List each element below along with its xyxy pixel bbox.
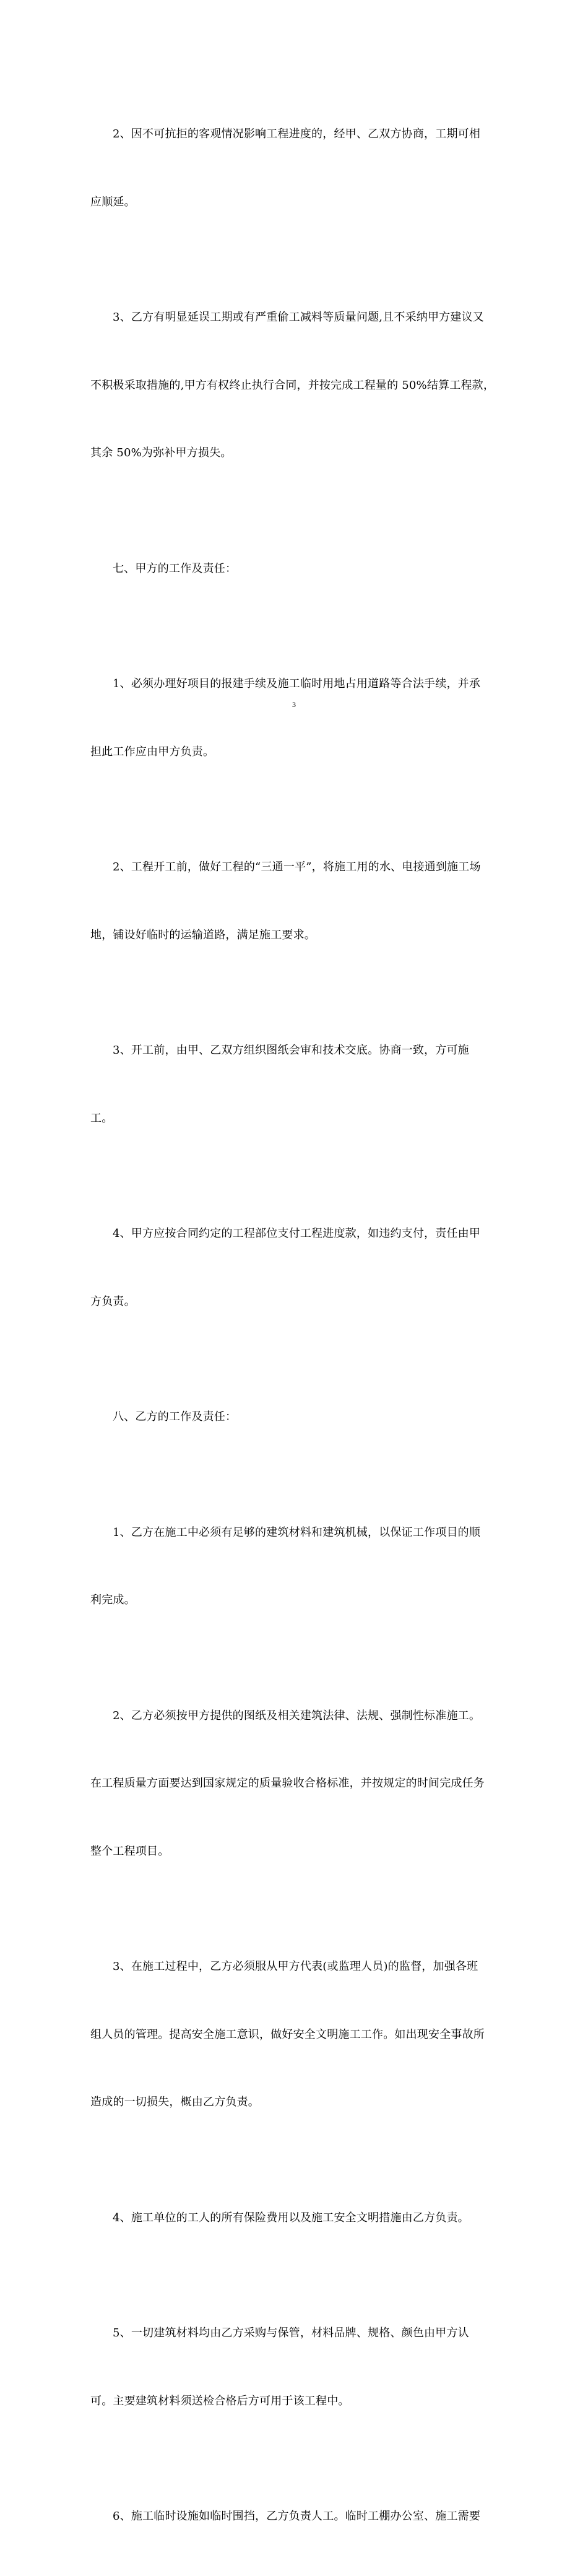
text-line: 3、开工前，由甲、乙双方组织图纸会审和技术交底。协商一致，方可施 <box>113 1044 469 1057</box>
text-line: 可。主要建筑材料须送检合格后方可用于该工程中。 <box>90 2394 350 2408</box>
text-line: 3、乙方有明显延误工期或有严重偷工减料等质量问题,且不采纳甲方建议又 <box>113 311 484 324</box>
text-line: 1、必须办理好项目的报建手续及施工临时用地占用道路等合法手续，并承 <box>113 677 481 690</box>
text-line: 1、乙方在施工中必须有足够的建筑材料和建筑机械，以保证工作项目的顺 <box>113 1525 481 1539</box>
text-line: 5、一切建筑材料均由乙方采购与保管，材料品牌、规格、颜色由甲方认 <box>113 2327 469 2340</box>
text-line: 地，铺设好临时的运输道路，满足施工要求。 <box>90 928 316 942</box>
text-line: 2、乙方必须按甲方提供的图纸及相关建筑法律、法规、强制性标准施工。 <box>113 1709 481 1722</box>
text-line: 八、乙方的工作及责任： <box>113 1410 237 1423</box>
paragraph <box>90 2277 501 2458</box>
text-line: 七、甲方的工作及责任： <box>113 562 237 575</box>
paragraph <box>90 628 501 809</box>
text-line: 4、甲方应按合同约定的工程部位支付工程进度款，如违约支付，责任由甲 <box>113 1227 481 1240</box>
text-line: 组人员的管理。提高安全施工意识，做好安全文明施工工作。如出现安全事故所 <box>90 2027 485 2041</box>
text-line: 应顺延。 <box>90 195 136 209</box>
text-line: 工。 <box>90 1111 113 1125</box>
text-line: 整个工程项目。 <box>90 1844 170 1858</box>
document-body <box>90 78 501 2576</box>
paragraph <box>90 994 501 1175</box>
section-heading <box>90 1361 501 1474</box>
text-line: 4、施工单位的工人的所有保险费用以及施工安全文明措施由乙方负责。 <box>113 2211 469 2224</box>
paragraph <box>90 2460 501 2574</box>
text-line: 其余 50%为弥补甲方损失。 <box>90 446 232 459</box>
text-line: 在工程质量方面要达到国家规定的质量验收合格标准，并按规定的时间完成任务 <box>90 1777 485 1790</box>
page-number: 3 <box>292 700 296 709</box>
paragraph <box>90 261 501 510</box>
text-line: 3、在施工过程中，乙方必须服从甲方代表(或监理人员)的监督，加强各班 <box>113 1960 478 1973</box>
text-line: 利完成。 <box>90 1594 136 1607</box>
paragraph <box>90 1177 501 1358</box>
text-line: 担此工作应由甲方负责。 <box>90 745 215 758</box>
text-line: 6、施工临时设施如临时围挡，乙方负责人工。临时工棚办公室、施工需要 <box>113 2510 481 2523</box>
paragraph <box>90 1910 501 2159</box>
text-line: 不积极采取措施的,甲方有权终止执行合同，并按完成工程量的 50%结算工程款， <box>90 378 495 392</box>
paragraph <box>90 811 501 992</box>
section-heading <box>90 513 501 626</box>
text-line: 2、因不可抗拒的客观情况影响工程进度的，经甲、乙双方协商，工期可相 <box>113 128 481 141</box>
text-line: 造成的一切损失，概由乙方负责。 <box>90 2096 259 2109</box>
paragraph <box>90 78 501 259</box>
text-line: 方负责。 <box>90 1295 136 1308</box>
paragraph <box>90 1477 501 1657</box>
text-line: 2、工程开工前，做好工程的“三通一平”，将施工用的水、电接通到施工场 <box>113 861 481 874</box>
paragraph <box>90 2162 501 2275</box>
paragraph <box>90 1660 501 1909</box>
